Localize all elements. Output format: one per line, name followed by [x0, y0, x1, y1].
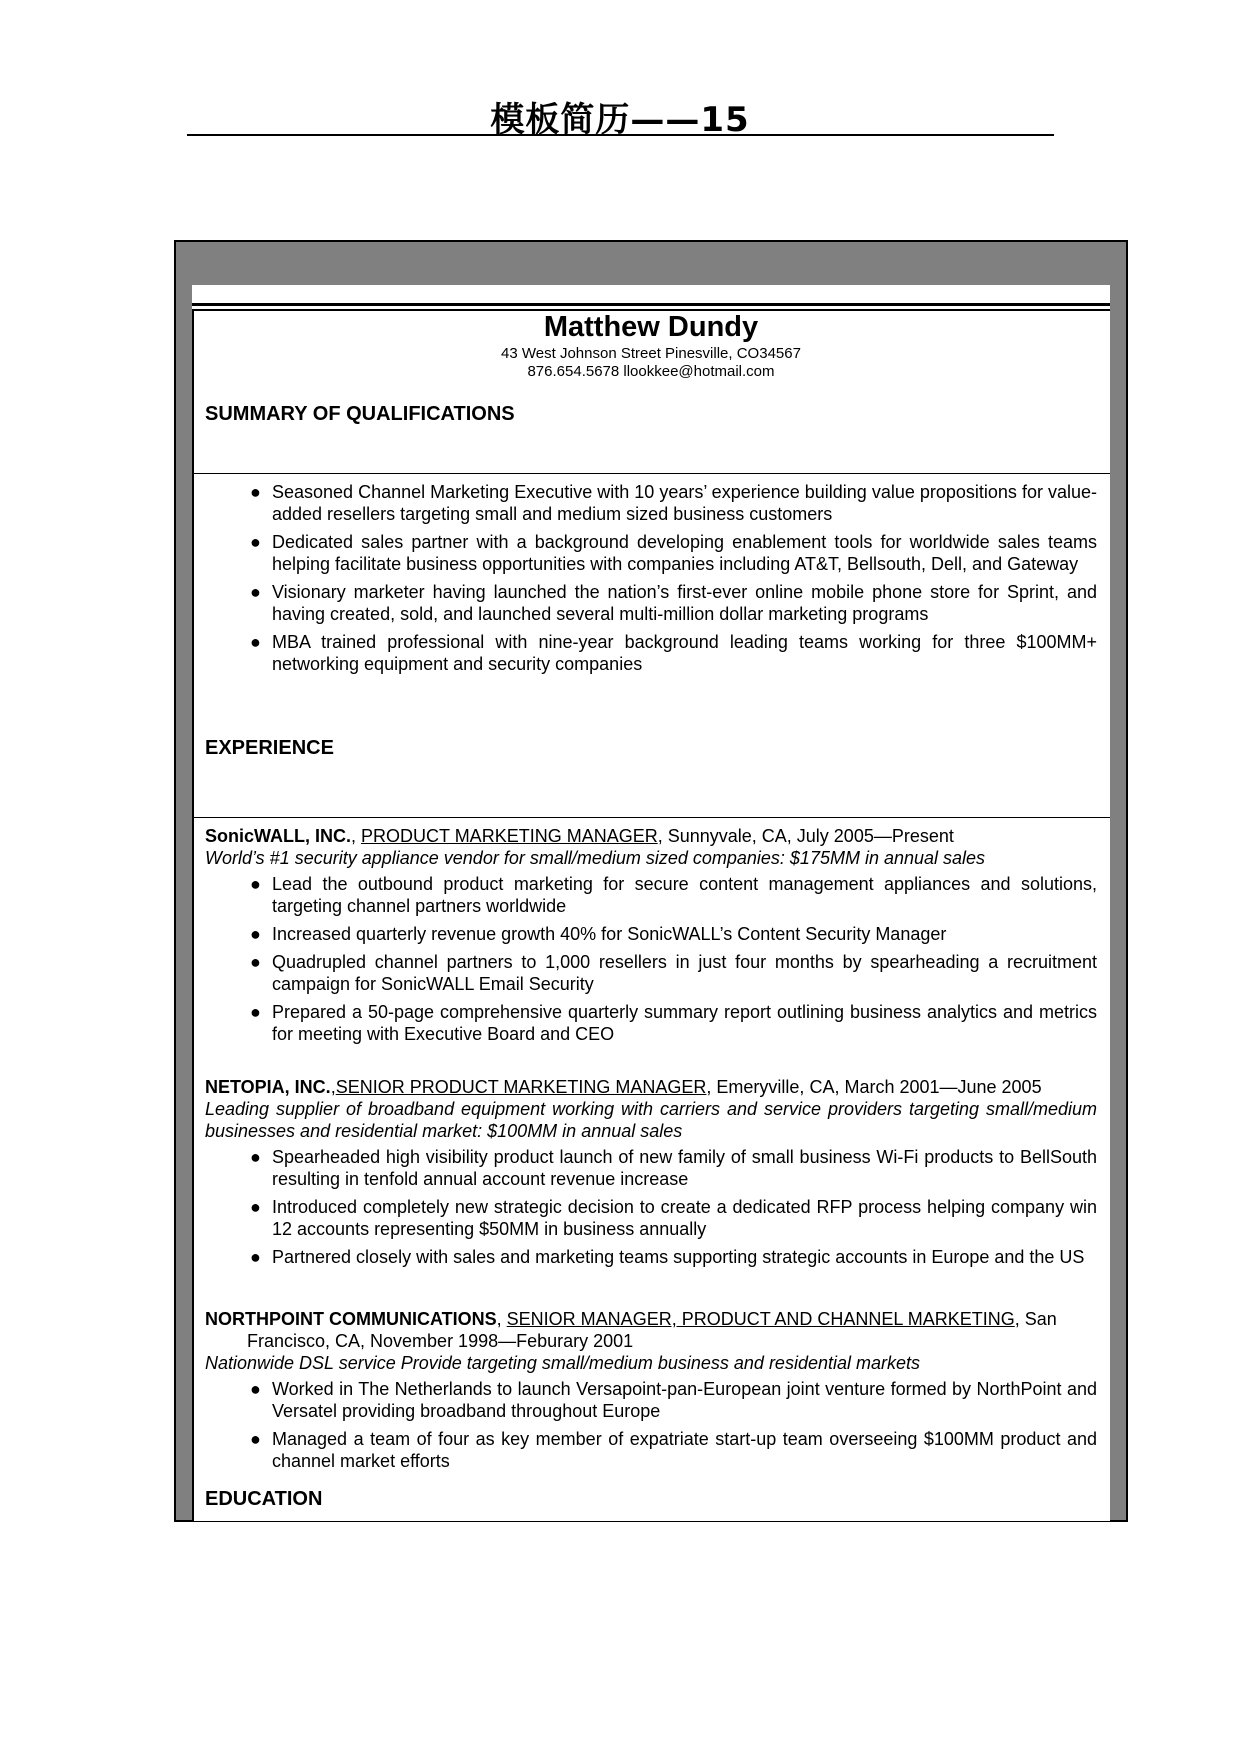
list-item: ● Introduced completely new strategic decision to create a dedicated RFP process helping company win 12 accounts representing $50MM in business annually	[250, 1197, 1097, 1239]
list-item: ● Increased quarterly revenue growth 40% for SonicWALL’s Content Security Manager	[250, 924, 947, 944]
resume-page	[192, 285, 1110, 1521]
bullet-icon: ●	[250, 1002, 261, 1022]
header-rule-top	[192, 303, 1110, 306]
list-item: ● Spearheaded high visibility product launch of new family of small business Wi-Fi products to BellSouth resulting in tenfold annual account revenue increase	[250, 1147, 1097, 1189]
list-item: ● Prepared a 50-page comprehensive quarterly summary report outlining business analytics and metrics for meeting with Executive Board and CEO	[250, 1002, 1097, 1044]
section-heading-education: EDUCATION	[205, 1488, 323, 1510]
section-rule-experience	[192, 817, 1110, 818]
job-header-northpoint: NORTHPOINT COMMUNICATIONS, SENIOR MANAGER, PRODUCT AND CHANNEL MARKETING, San Francisco, CA, November 1998—Feburary 2001 Nationwide DSL service Provide targeting small/medium business and residential markets	[205, 1308, 1097, 1374]
company-name: NORTHPOINT COMMUNICATIONS	[205, 1309, 497, 1329]
list-item: ● Quadrupled channel partners to 1,000 resellers in just four months by spearheading a recruitment campaign for SonicWALL Email Security	[250, 952, 1097, 994]
bullet-icon: ●	[250, 1147, 261, 1167]
bullet-icon: ●	[250, 1379, 261, 1399]
company-name: NETOPIA, INC.	[205, 1077, 331, 1097]
list-item: ● Partnered closely with sales and marketing teams supporting strategic accounts in Europe and the US	[250, 1247, 1085, 1267]
bullet-icon: ●	[250, 1429, 261, 1449]
bullet-icon: ●	[250, 1197, 261, 1217]
section-heading-summary: SUMMARY OF QUALIFICATIONS	[205, 403, 515, 425]
job-header-sonicwall: SonicWALL, INC., PRODUCT MARKETING MANAGER, Sunnyvale, CA, July 2005—Present World’s #1 security appliance vendor for small/medium sized companies: $175MM in annual sales	[205, 825, 1097, 869]
bullet-icon: ●	[250, 1247, 261, 1267]
list-item: ● MBA trained professional with nine-year background leading teams working for three $100MM+ networking equipment and security companies	[250, 632, 1097, 674]
section-heading-experience: EXPERIENCE	[205, 737, 334, 759]
job-bullets-netopia	[250, 1146, 1097, 1274]
list-item: ● Seasoned Channel Marketing Executive with 10 years’ experience building value propositions for value-added resellers targeting small and medium sized business customers	[250, 482, 1097, 524]
candidate-name: Matthew Dundy	[543, 311, 759, 343]
company-tagline: Nationwide DSL service Provide targeting small/medium business and residential markets	[205, 1353, 920, 1373]
job-header-netopia: NETOPIA, INC.,SENIOR PRODUCT MARKETING MANAGER, Emeryville, CA, March 2001—June 2005 Leading supplier of broadband equipment working with carriers and service providers targeting small/medium businesses and residential market: $100MM in annual sales	[205, 1077, 1097, 1141]
page-left-border	[192, 309, 194, 1521]
job-details: , Sunnyvale, CA, July 2005—Present	[657, 826, 954, 846]
company-tagline: Leading supplier of broadband equipment working with carriers and service providers targeting small/medium businesses and residential market: $100MM in annual sales	[205, 1099, 1097, 1141]
company-name: SonicWALL, INC.	[205, 826, 351, 846]
list-item: ● Lead the outbound product marketing for secure content management appliances and solutions, targeting channel partners worldwide	[250, 874, 1097, 916]
bullet-icon: ●	[250, 532, 261, 552]
job-role: PRODUCT MARKETING MANAGER	[361, 826, 658, 846]
title-underline	[187, 134, 1054, 136]
list-item: ● Worked in The Netherlands to launch Versapoint-pan-European joint venture formed by NorthPoint and Versatel providing broadband throughout Europe	[250, 1379, 1097, 1421]
bullet-icon: ●	[250, 632, 261, 652]
job-role: SENIOR PRODUCT MARKETING MANAGER	[335, 1077, 707, 1097]
job-details: , Emeryville, CA, March 2001—June 2005	[706, 1077, 1042, 1097]
section-rule-summary	[192, 473, 1110, 474]
job-details: , San Francisco, CA, November 1998—Feburary 2001	[247, 1309, 1057, 1351]
job-bullets-sonicwall	[250, 873, 1097, 1051]
list-item: ● Dedicated sales partner with a background developing enablement tools for worldwide sales teams helping facilitate business opportunities with companies including AT&T, Bellsouth, Dell, and Gateway	[250, 532, 1097, 574]
job-bullets-northpoint	[250, 1378, 1097, 1478]
list-item: ● Managed a team of four as key member of expatriate start-up team overseeing $100MM product and channel market efforts	[250, 1429, 1097, 1471]
document-title: 模板简历——15	[490, 100, 750, 140]
bullet-icon: ●	[250, 482, 261, 502]
contact-phone-email: 876.654.5678 llookkee@hotmail.com	[527, 363, 775, 380]
summary-list	[250, 481, 1097, 681]
bullet-icon: ●	[250, 952, 261, 972]
bullet-icon: ●	[250, 582, 261, 602]
list-item: ● Visionary marketer having launched the nation’s first-ever online mobile phone store for Sprint, and having created, sold, and launched several multi-million dollar marketing programs	[250, 582, 1097, 624]
company-tagline: World’s #1 security appliance vendor for small/medium sized companies: $175MM in annual sales	[205, 848, 986, 868]
bullet-icon: ●	[250, 924, 261, 944]
contact-address: 43 West Johnson Street Pinesville, CO34567	[501, 345, 801, 362]
job-role: SENIOR MANAGER, PRODUCT AND CHANNEL MARKETING	[506, 1309, 1015, 1329]
bullet-icon: ●	[250, 874, 261, 894]
